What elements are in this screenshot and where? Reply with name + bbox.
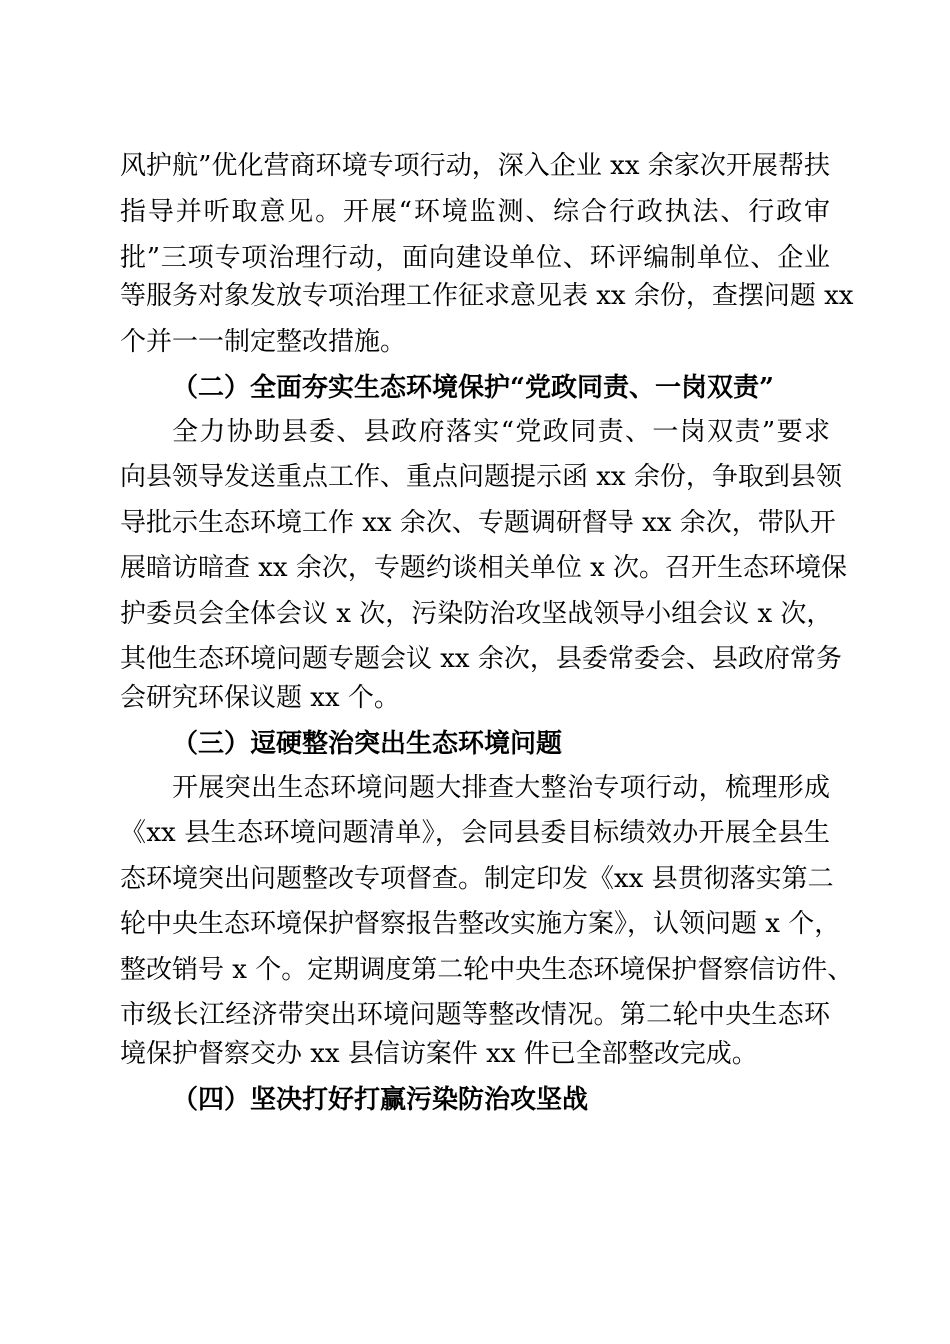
paragraph-3-line-4: 轮中央生态环境保护督察报告整改实施方案》，认领问题 x 个， <box>120 909 841 939</box>
section-heading-3: （三）逗硬整治突出生态环境问题 <box>172 729 563 759</box>
paragraph-2-line-4: 展暗访暗查 xx 余次，专题约谈相关单位 x 次。召开生态环境保 <box>120 553 848 583</box>
section-heading-2: （二）全面夯实生态环境保护“党政同责、一岗双责” <box>172 373 774 403</box>
paragraph-1-line-4: 等服务对象发放专项治理工作征求意见表 xx 余份，查摆问题 xx <box>120 281 854 311</box>
paragraph-2-line-3: 导批示生态环境工作 xx 余次、专题调研督导 xx 余次，带队开 <box>120 508 836 538</box>
section-heading-4: （四）坚决打好打赢污染防治攻坚战 <box>172 1085 589 1115</box>
paragraph-3-line-1: 开展突出生态环境问题大排查大整治专项行动，梳理形成 <box>172 773 830 803</box>
paragraph-2-line-7: 会研究环保议题 xx 个。 <box>120 683 400 713</box>
paragraph-1-line-1: 风护航”优化营商环境专项行动，深入企业 xx 余家次开展帮扶 <box>120 151 830 181</box>
paragraph-2-line-1: 全力协助县委、县政府落实“党政同责、一岗双责”要求 <box>172 417 830 447</box>
paragraph-3-line-2: 《xx 县生态环境问题清单》，会同县委目标绩效办开展全县生 <box>120 818 830 848</box>
paragraph-3-line-3: 态环境突出问题整改专项督查。制定印发《xx 县贯彻落实第二 <box>120 864 834 894</box>
paragraph-1-line-3: 批”三项专项治理行动，面向建设单位、环评编制单位、企业 <box>120 243 830 273</box>
paragraph-1-line-2: 指导并听取意见。开展“环境监测、综合行政执法、行政审 <box>120 197 830 227</box>
paragraph-2-line-2: 向县领导发送重点工作、重点问题提示函 xx 余份，争取到县领 <box>120 462 842 492</box>
paragraph-2-line-5: 护委员会全体会议 x 次，污染防治攻坚战领导小组会议 x 次， <box>120 599 833 629</box>
paragraph-1-line-5: 个并一一制定整改措施。 <box>120 327 407 357</box>
paragraph-3-line-6: 市级长江经济带突出环境问题等整改情况。第二轮中央生态环 <box>120 1000 830 1030</box>
paragraph-3-line-7: 境保护督察交办 xx 县信访案件 xx 件已全部整改完成。 <box>120 1039 758 1069</box>
paragraph-2-line-6: 其他生态环境问题专题会议 xx 余次，县委常委会、县政府常务 <box>120 644 842 674</box>
paragraph-3-line-5: 整改销号 x 个。定期调度第二轮中央生态环境保护督察信访件、 <box>120 955 854 985</box>
